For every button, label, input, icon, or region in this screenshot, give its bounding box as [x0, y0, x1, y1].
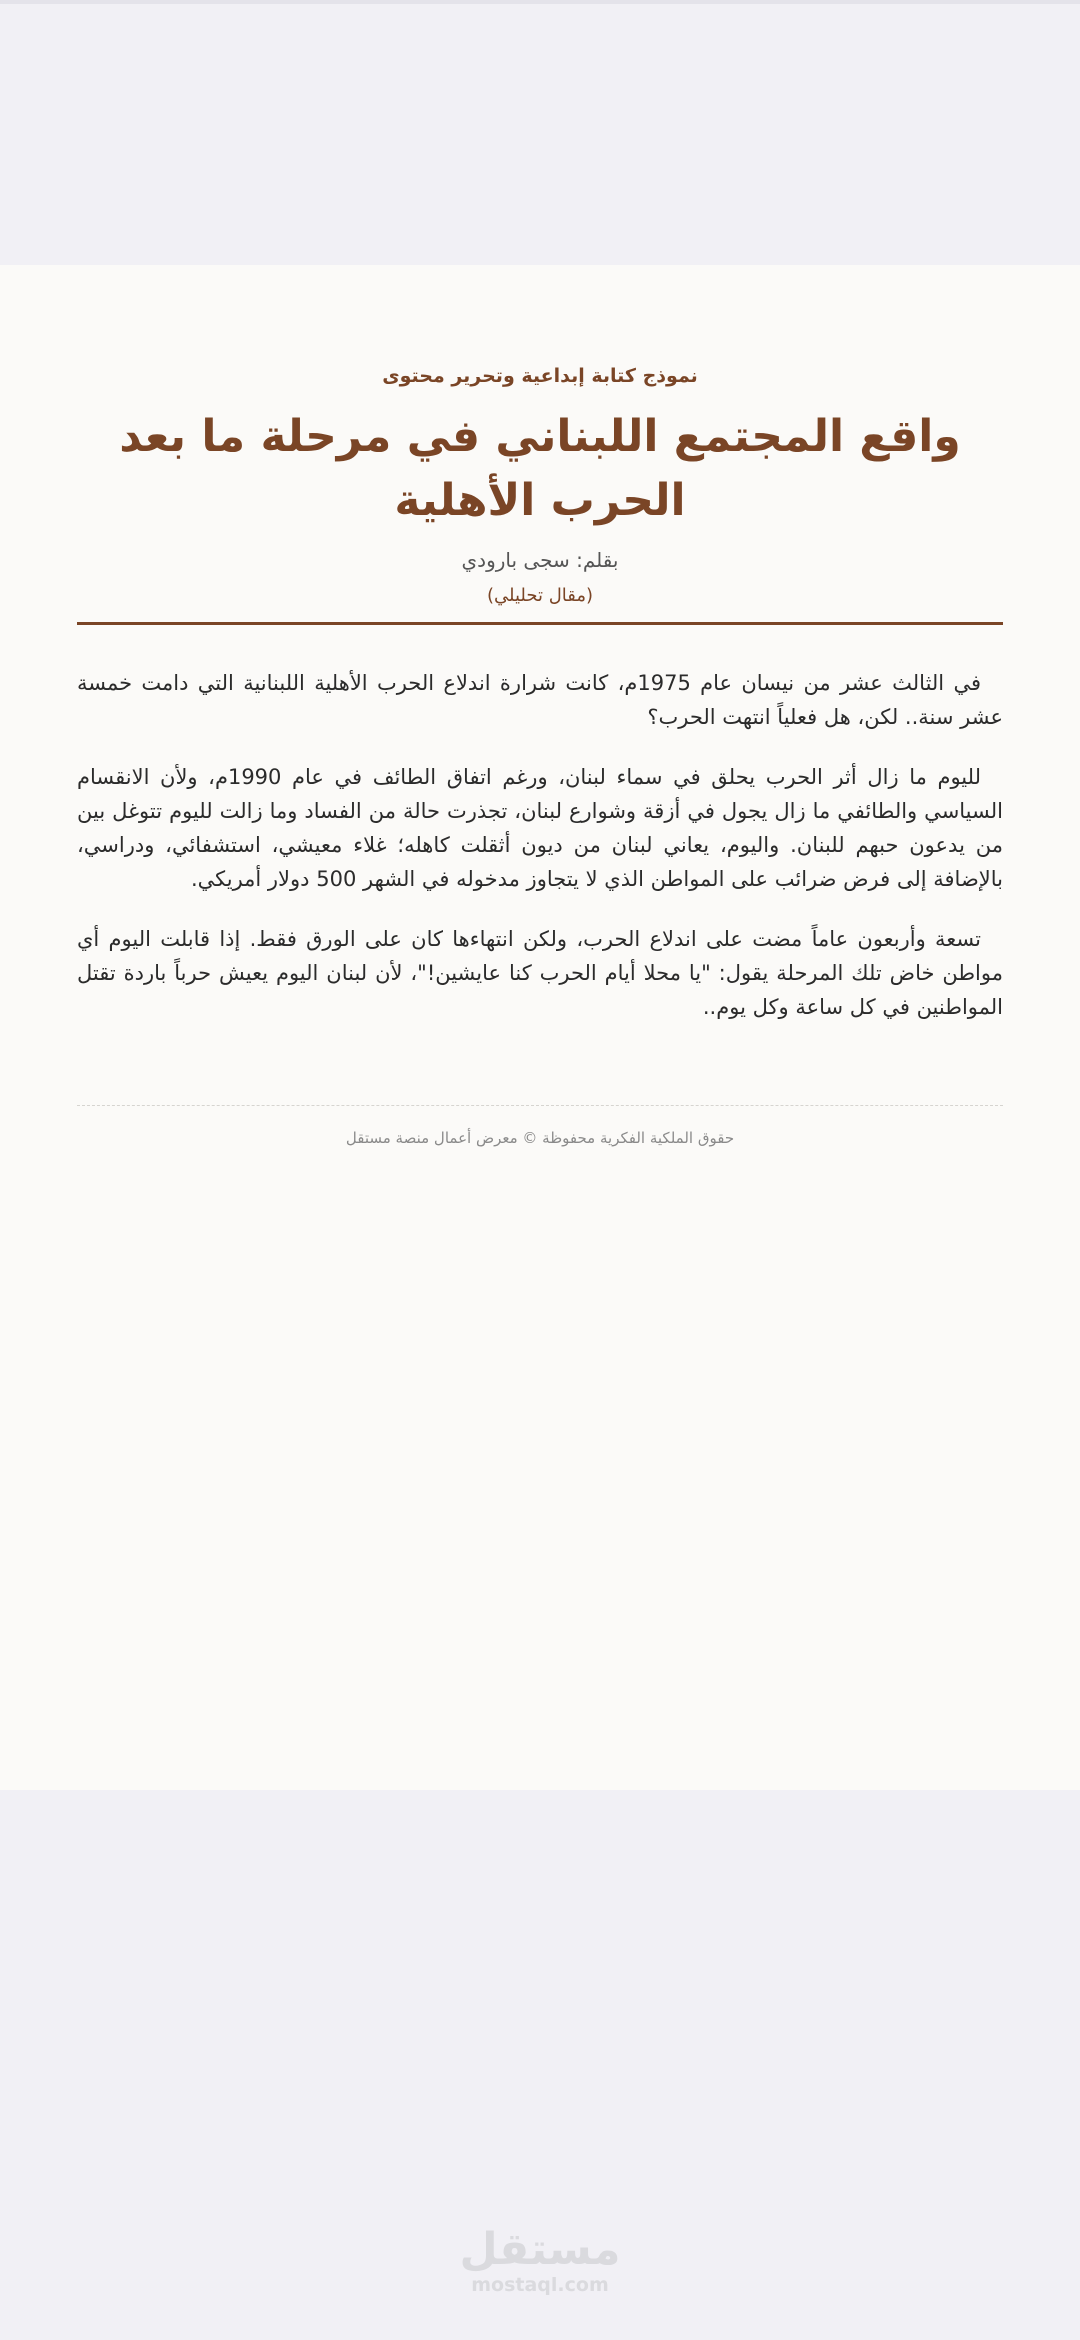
mostaql-watermark: [440, 2226, 640, 2296]
copyright-notice: حقوق الملكية الفكرية محفوظة © معرض أعمال منصة مستقل: [345, 1129, 735, 1147]
article-byline: بقلم: سجى بارودي: [461, 548, 619, 572]
title-underline-rule: [77, 622, 1003, 625]
article-title: واقع المجتمع اللبناني في مرحلة ما بعد الحرب الأهلية: [119, 411, 961, 526]
article-body: [77, 666, 1003, 1050]
mostaql-logo: مستقل: [459, 2224, 621, 2275]
article-kicker: نموذج كتابة إبداعية وتحرير محتوى: [382, 365, 698, 387]
article-card: [0, 265, 1080, 1790]
article-paragraph-1: في الثالث عشر من نيسان عام 1975م، كانت شرارة اندلاع الحرب الأهلية اللبنانية التي دامت خمسة عشر سنة.. لكن، هل فعلياً انتهت الحرب؟: [77, 671, 1003, 729]
article-paragraph-2: لليوم ما زال أثر الحرب يحلق في سماء لبنان، ورغم اتفاق الطائف في عام 1990م، ولأن الانقسام السياسي والطائفي ما زال يجول في أزقة وشوارع لبنان، تجذرت حالة من الفساد وما زالت لليوم تتوغل بين من يدعون حبهم للبنان. واليوم، يعاني لبنان من ديون أثقلت كاهله؛ غلاء معيشي، استشفائي، ودراسي، بالإضافة إلى فرض ضرائب على المواطن الذي لا يتجاوز مدخوله في الشهر 500 دولار أمريكي.: [77, 765, 1003, 891]
article-type-label: (مقال تحليلي): [486, 585, 594, 606]
article-paragraph-3: تسعة وأربعون عاماً مضت على اندلاع الحرب، ولكن انتهاءها كان على الورق فقط. إذا قابلت اليوم أي مواطن خاض تلك المرحلة يقول: "يا محلا أيام الحرب كنا عايشين!"، لأن لبنان اليوم يعيش حرباً باردة تقتل المواطنين في كل ساعة وكل يوم..: [77, 927, 1003, 1019]
watermark-domain: mostaql.com: [471, 2274, 609, 2296]
footer-divider: [77, 1105, 1003, 1106]
top-edge-shadow: [0, 0, 1080, 4]
